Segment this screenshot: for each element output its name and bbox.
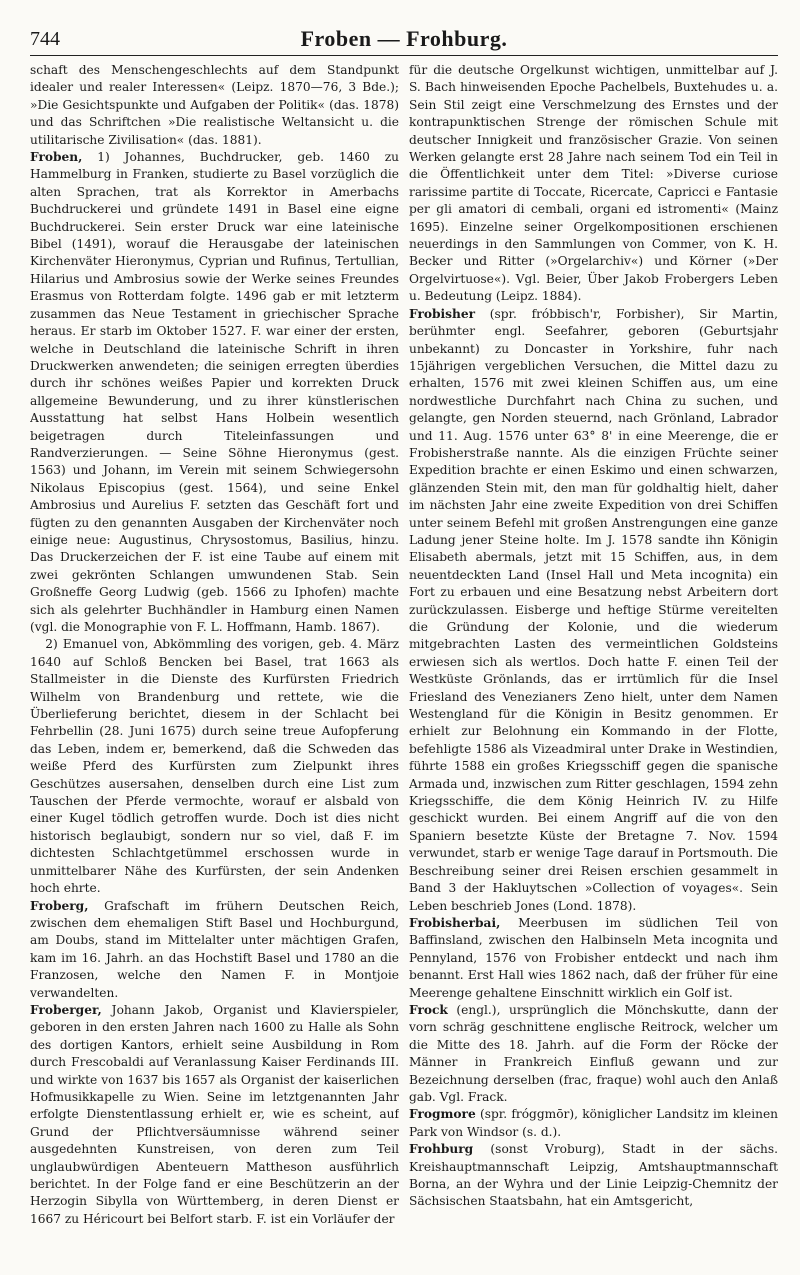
entry-text: Johann Jakob, Organist und Klavierspieler, geboren in den ersten Jahren nach 1600 zu Halle als Sohn des dortigen Kantors, erhielt seine Ausbildung in Rom durch Frescobaldi auf Veranlassung Kaiser Ferdinands III. und wirkte von 1637 bis 1657 als Organist der kaiserlichen Hofmusikkapelle zu Wien. Seine im letztgenannten Jahr erfolgte Dienstentlassung erhielt er, wie es scheint, auf Grund der Pflichtversäumnisse während seiner ausgedehnten Kunstreisen, von deren zum Teil unglaubwürdigen Abenteuern Mattheson ausführlich berichtet. In der Folge fand er eine Beschützerin an der Herzogin Sibylla von Württemberg, in deren Dienst er 1667 zu Héricourt bei Belfort starb. F. ist ein Vorläufer der [30,1002,399,1226]
entry-headword: Froberg, [30,898,89,913]
page-header [30,14,778,56]
entry-headword: Frobisherbai, [409,915,501,930]
entry-headword: Frock [409,1002,448,1017]
entry-paragraph [409,915,778,1002]
entry-text: 1) Johannes, Buchdrucker, geb. 1460 zu Hammelburg in Franken, studierte zu Basel vorzüglich die alten Sprachen, trat als Korrektor in Amerbachs Buchdruckerei und gründete 1491 in Basel eine eigne Buchdruckerei. Sein erster Druck war eine lateinische Bibel (1491), worauf die Herausgabe der lateinischen Kirchenväter Hieronymus, Cyprian und Rufinus, Tertullian, Hilarius und Ambrosius sowie der Werke seines Freundes Erasmus von Rotterdam folgte. 1496 gab er mit letzterm zusammen das Neue Testament in griechischer Sprache heraus. Er starb im Oktober 1527. F. war einer der ersten, welche in Deutschland die lateinische Schrift in ihren Druckwerken anwendeten; die seinigen erregten überdies durch ihr schönes weißes Papier und korrekten Druck allgemeine Bewunderung, und zu ihrer künstlerischen Ausstattung hat selbst Hans Holbein wesentlich beigetragen durch Titeleinfassungen und Randverzierungen. — Seine Söhne Hieronymus (gest. 1563) und Johann, im Verein mit seinem Schwiegersohn Nikolaus Episcopius (gest. 1564), und seine Enkel Ambrosius und Aurelius F. setzten das Geschäft fort und fügten zu den genannten Ausgaben der Kirchenväter noch einige neue: Augustinus, Chrysostomus, Basilius, hinzu. Das Druckerzeichen der F. ist eine Taube auf einem mit zwei gekrönten Schlangen umwundenen Stab. Sein Großneffe Georg Ludwig (geb. 1566 zu Iphofen) machte sich als gelehrter Buchhändler in Hamburg einen Namen (vgl. die Monographie von F. L. Hoffmann, Hamb. 1867). [30,150,399,634]
entry-paragraph [30,636,399,897]
text-columns [30,62,778,1272]
entry-text: für die deutsche Orgelkunst wichtigen, unmittelbar auf J. S. Bach hinweisenden Epoche Pachelbels, Buxtehudes u. a. Sein Stil zeigt eine Verschmelzung des Ernstes und der kontrapunktischen Strenge der römischen Schule mit deutscher Innigkeit und französischer Grazie. Von seinen Werken gelangte erst 28 Jahre nach seinem Tod ein Teil in die Öffentlichkeit unter dem Titel: »Diverse curiose rarissime partite di Toccate, Ricercate, Capricci e Fantasie per gli amatori di cembali, organi ed istromenti« (Mainz 1695). Einzelne seiner Orgelkompositionen erschienen neuerdings in den Sammlungen von Commer, von K. H. Becker und Ritter (»Orgelarchiv«) und Körner (»Der Orgelvirtuose«). Vgl. Beier, Über Jakob Frobergers Leben u. Bedeutung (Leipz. 1884). [409,63,778,304]
entry-paragraph [30,1002,399,1228]
entry-paragraph [409,306,778,915]
entry-text: (spr. fróbbisch'r, Forbisher), Sir Martin, berühmter engl. Seefahrer, geboren (Geburtsjahr unbekannt) zu Doncaster in Yorkshire, fuhr nach 15jährigen vergeblichen Versuchen, die Mittel dazu zu erhalten, 1576 mit zwei kleinen Schiffen aus, um eine nordwestliche Durchfahrt nach China zu suchen, und gelangte, gen Norden steuernd, nach Grönland, Labrador und 11. Aug. 1576 unter 63° 8' in eine Meerenge, die er Frobisherstraße nannte. Als die einzigen Früchte seiner Expedition brachte er einen Eskimo und einen schwarzen, glänzenden Stein mit, den man für goldhaltig hielt, daher im nächsten Jahr eine zweite Expedition von drei Schiffen unter seinem Befehl mit großen Anstrengungen eine ganze Ladung jener Steine holte. Im J. 1578 sandte ihn Königin Elisabeth abermals, jetzt mit 15 Schiffen, aus, in dem neuentdeckten Land (Insel Hall und Meta incognita) ein Fort zu erbauen und eine Besatzung nebst Arbeitern dort zurückzulassen. Eisberge und heftige Stürme vereitelten die Gründung der Kolonie, und die wiederum mitgebrachten Lasten des vermeintlichen Goldsteins erwiesen sich als wertlos. Doch hatte F. einen Teil der Westküste Grönlands, das er irrtümlich für die Insel Friesland des Venezianers Zeno hielt, unter dem Namen Westengland für die Königin in Besitz genommen. Er erhielt zur Belohnung ein Kommando in der Flotte, befehligte 1586 als Vizeadmiral unter Drake in Westindien, führte 1588 ein großes Kriegsschiff gegen die spanische Armada und, inzwischen zum Ritter geschlagen, 1594 zehn Kriegsschiffe, die dem König Heinrich IV. zu Hilfe geschickt wurden. Bei einem Angriff auf die von den Spaniern besetzte Küste der Bretagne 7. Nov. 1594 verwundet, starb er wenige Tage darauf in Portsmouth. Die Beschreibung seiner drei Reisen erschien gesammelt in Band 3 der Hakluytschen »Collection of voyages«. Sein Leben beschrieb Jones (Lond. 1878). [409,306,778,913]
entry-text: (engl.), ursprünglich die Mönchskutte, dann der vorn schräg geschnittene englische Reitrock, welcher um die Mitte des 18. Jahrh. auf die Form der Röcke der Männer in Frankreich Einfluß gewann und zur Bezeichnung derselben (frac, fraque) wohl auch den Anlaß gab. Vgl. Frack. [409,1002,778,1104]
entry-headword: Frohburg [409,1142,474,1157]
page-number: 744 [30,28,60,50]
entry-headword: Frogmore [409,1107,476,1122]
running-head: Froben — Frohburg. [300,26,508,51]
entry-headword: Frobisher [409,306,476,321]
entry-text: (spr. fróggmōr), königlicher Landsitz im kleinen Park von Windsor (s. d.). [409,1107,778,1139]
entry-text: schaft des Menschengeschlechts auf dem Standpunkt idealer und realer Interessen« (Leipz. 1870—76, 3 Bde.); »Die Gesichtspunkte und Aufgaben der Politik« (das. 1878) und das Schriftchen »Die realistische Weltansicht u. die utilitarische Zivilisation« (das. 1881). [30,63,399,147]
entry-paragraph [30,898,399,1002]
entry-paragraph [409,1002,778,1106]
left-column [30,62,399,1272]
right-column [409,62,778,1272]
entry-headword: Froben, [30,150,83,165]
entry-headword: Froberger, [30,1002,102,1017]
entry-paragraph [409,1106,778,1141]
entry-paragraph [30,149,399,636]
entry-paragraph [409,1141,778,1211]
entry-text: (sonst Vroburg), Stadt in der sächs. Kreishauptmannschaft Leipzig, Amtshauptmannschaft Borna, an der Wyhra und der Linie Leipzig-Chemnitz der Sächsischen Staatsbahn, hat ein Amtsgericht, [409,1142,778,1209]
entry-text: Grafschaft im frühern Deutschen Reich, zwischen dem ehemaligen Stift Basel und Hochburgund, am Doubs, stand im Mittelalter unter mächtigen Grafen, kam im 16. Jahrh. an das Hochstift Basel und 1780 an die Franzosen, welche den Namen F. in Montjoie verwandelten. [30,898,399,1000]
entry-paragraph [409,62,778,306]
entry-text: Meerbusen im südlichen Teil von Baffinsland, zwischen den Halbinseln Meta incognita und Pennyland, 1576 von Frobisher entdeckt und nach ihm benannt. Erst Hall wies 1862 nach, daß der früher für eine Meerenge gehaltene Einschnitt wirklich ein Golf ist. [409,915,778,1000]
entry-paragraph [30,62,399,149]
entry-text: 2) Emanuel von, Abkömmling des vorigen, geb. 4. März 1640 auf Schloß Bencken bei Basel, trat 1663 als Stallmeister in die Dienste des Kurfürsten Friedrich Wilhelm von Brandenburg und rettete, wie die Überlieferung berichtet, diesem in der Schlacht bei Fehrbellin (28. Juni 1675) durch seine treue Aufopferung das Leben, indem er, bemerkend, daß die Schweden das weiße Pferd des Kurfürsten zum Zielpunkt ihres Geschützes ausersahen, denselben durch eine List zum Tauschen der Pferde vermochte, worauf er alsbald von einer Kugel tödlich getroffen wurde. Doch ist dies nicht historisch beglaubigt, sondern nur so viel, daß F. im dichtesten Schlachtgetümmel erschossen wurde in unmittelbarer Nähe des Kurfürsten, der sein Andenken hoch ehrte. [30,637,399,896]
